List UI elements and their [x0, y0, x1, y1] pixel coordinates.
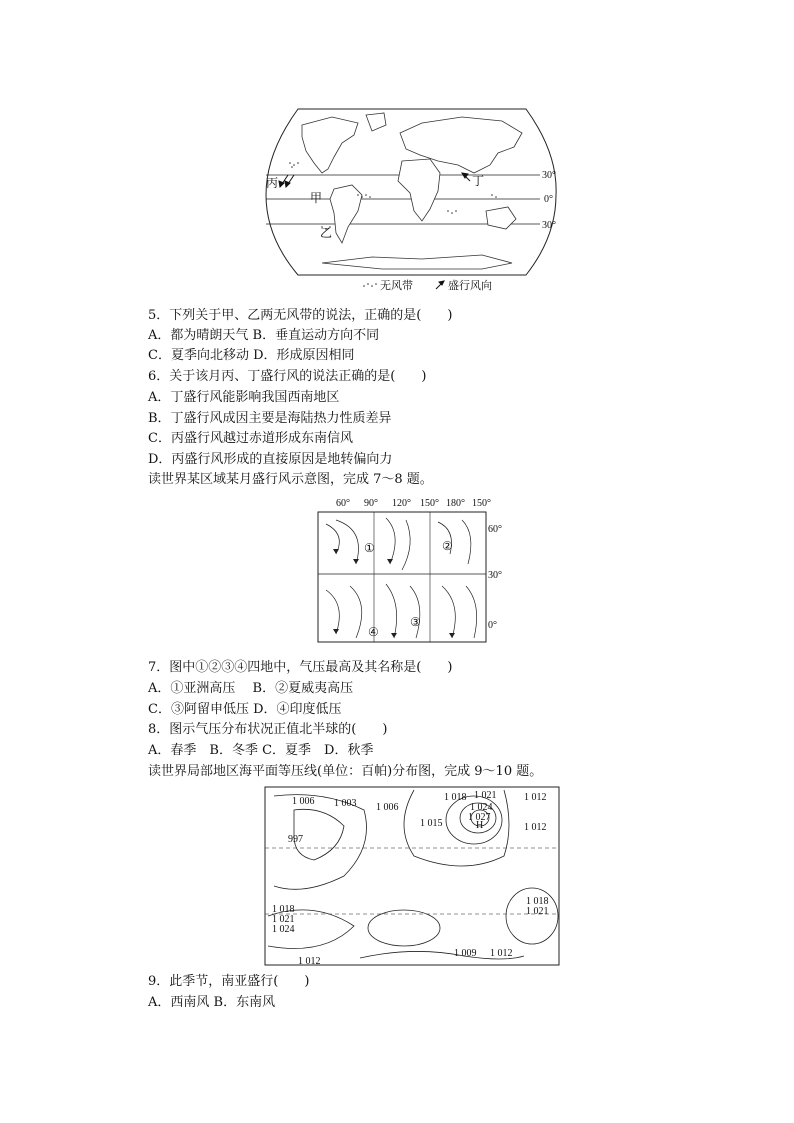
q5-option-cd: C．夏季向北移动 D．形成原因相同: [148, 348, 355, 363]
lat-label-30s: 30°: [542, 220, 556, 231]
svg-text:1 003: 1 003: [334, 798, 357, 809]
svg-text:997: 997: [288, 834, 303, 845]
legend-calm-belt: 无风带: [380, 280, 413, 292]
world-wind-belts-map: [262, 103, 562, 281]
south-america: [330, 185, 362, 243]
svg-text:1 021: 1 021: [272, 914, 295, 925]
grid-frame: [318, 512, 486, 642]
isobar-labels: [272, 790, 549, 966]
svg-text:1 027: 1 027: [468, 812, 491, 823]
wind-arrow-icon: [436, 281, 444, 289]
svg-text:1 021: 1 021: [526, 906, 549, 917]
q7-option-ab: A．①亚洲高压 B．②夏威夷高压: [148, 681, 354, 696]
label-ding: 丁: [472, 174, 485, 188]
lat-label-0: 0°: [544, 194, 553, 205]
prevailing-wind-grid-map: [306, 494, 516, 648]
svg-text:1 021: 1 021: [474, 790, 497, 801]
north-america: [302, 117, 358, 173]
legend-prevailing-wind: 盛行风向: [448, 280, 492, 292]
svg-text:1 012: 1 012: [490, 948, 513, 959]
svg-text:1 012: 1 012: [298, 956, 321, 966]
antarctica: [322, 255, 512, 269]
lon-label-150w: 150°: [472, 498, 491, 509]
lon-label-180: 180°: [446, 498, 465, 509]
lat-label-60: 60°: [488, 524, 502, 535]
lon-label-90: 90°: [364, 498, 378, 509]
wind-streamlines: [326, 518, 477, 638]
australia: [486, 207, 516, 229]
lon-label-120: 120°: [392, 498, 411, 509]
svg-text:1 024: 1 024: [272, 924, 295, 935]
lon-label-60: 60°: [336, 498, 350, 509]
marker-4: ④: [368, 625, 379, 639]
q6-option-c: C．丙盛行风越过赤道形成东南信风: [148, 431, 353, 446]
svg-text:1 018: 1 018: [444, 792, 467, 803]
lon-label-150: 150°: [420, 498, 439, 509]
q9-stem: 9．此季节，南亚盛行( ): [148, 974, 310, 989]
isobar-map: [264, 786, 560, 966]
calm-belt-legend-dots: [363, 283, 377, 287]
q6-stem: 6．关于该月丙、丁盛行风的说法正确的是( ): [148, 369, 427, 384]
svg-text:1 015: 1 015: [420, 818, 443, 829]
svg-text:1 012: 1 012: [524, 792, 547, 803]
intro-9-10: 读世界局部地区海平面等压线(单位：百帕)分布图，完成 9～10 题。: [148, 764, 543, 779]
svg-text:1 018: 1 018: [272, 904, 295, 915]
q9-options: A．西南风 B．东南风: [148, 995, 276, 1010]
lat-label-30n: 30°: [542, 170, 556, 181]
lat-label-0: 0°: [488, 620, 497, 631]
svg-text:1 006: 1 006: [292, 796, 315, 807]
label-jia: 甲: [310, 191, 323, 205]
svg-text:1 012: 1 012: [524, 822, 547, 833]
svg-text:1 006: 1 006: [376, 802, 399, 813]
isobars: [268, 790, 558, 959]
marker-3: ③: [410, 615, 421, 629]
wind-arrow-heads: [333, 549, 455, 638]
isobar-map-frame: [265, 787, 559, 965]
intro-7-8: 读世界某区域某月盛行风示意图，完成 7～8 题。: [148, 472, 433, 487]
africa: [398, 159, 440, 221]
q6-option-d: D．丙盛行风形成的直接原因是地转偏向力: [148, 452, 393, 467]
q8-options: A．春季 B．冬季 C．夏季 D．秋季: [148, 743, 374, 758]
q7-option-cd: C．③阿留申低压 D．④印度低压: [148, 702, 342, 717]
marker-2: ②: [442, 539, 453, 553]
label-yi: 乙: [320, 226, 333, 240]
map1-legend: [360, 277, 520, 293]
q6-option-a: A．丁盛行风能影响我国西南地区: [148, 390, 340, 405]
marker-1: ①: [364, 541, 375, 555]
greenland: [366, 113, 386, 131]
svg-text:H: H: [476, 820, 484, 831]
svg-text:1 009: 1 009: [454, 948, 477, 959]
q5-stem: 5．下列关于甲、乙两无风带的说法，正确的是( ): [148, 308, 453, 323]
q6-option-b: B．丁盛行风成因主要是海陆热力性质差异: [148, 411, 392, 426]
lat-label-30: 30°: [488, 570, 502, 581]
svg-text:1 018: 1 018: [526, 896, 549, 907]
q5-option-ab: A．都为晴朗天气 B．垂直运动方向不同: [148, 328, 380, 343]
label-bing: 丙: [266, 176, 279, 190]
q7-stem: 7．图中①②③④四地中，气压最高及其名称是( ): [148, 660, 453, 675]
q8-stem: 8．图示气压分布状况正值北半球的( ): [148, 722, 388, 737]
svg-text:1 024: 1 024: [470, 802, 493, 813]
